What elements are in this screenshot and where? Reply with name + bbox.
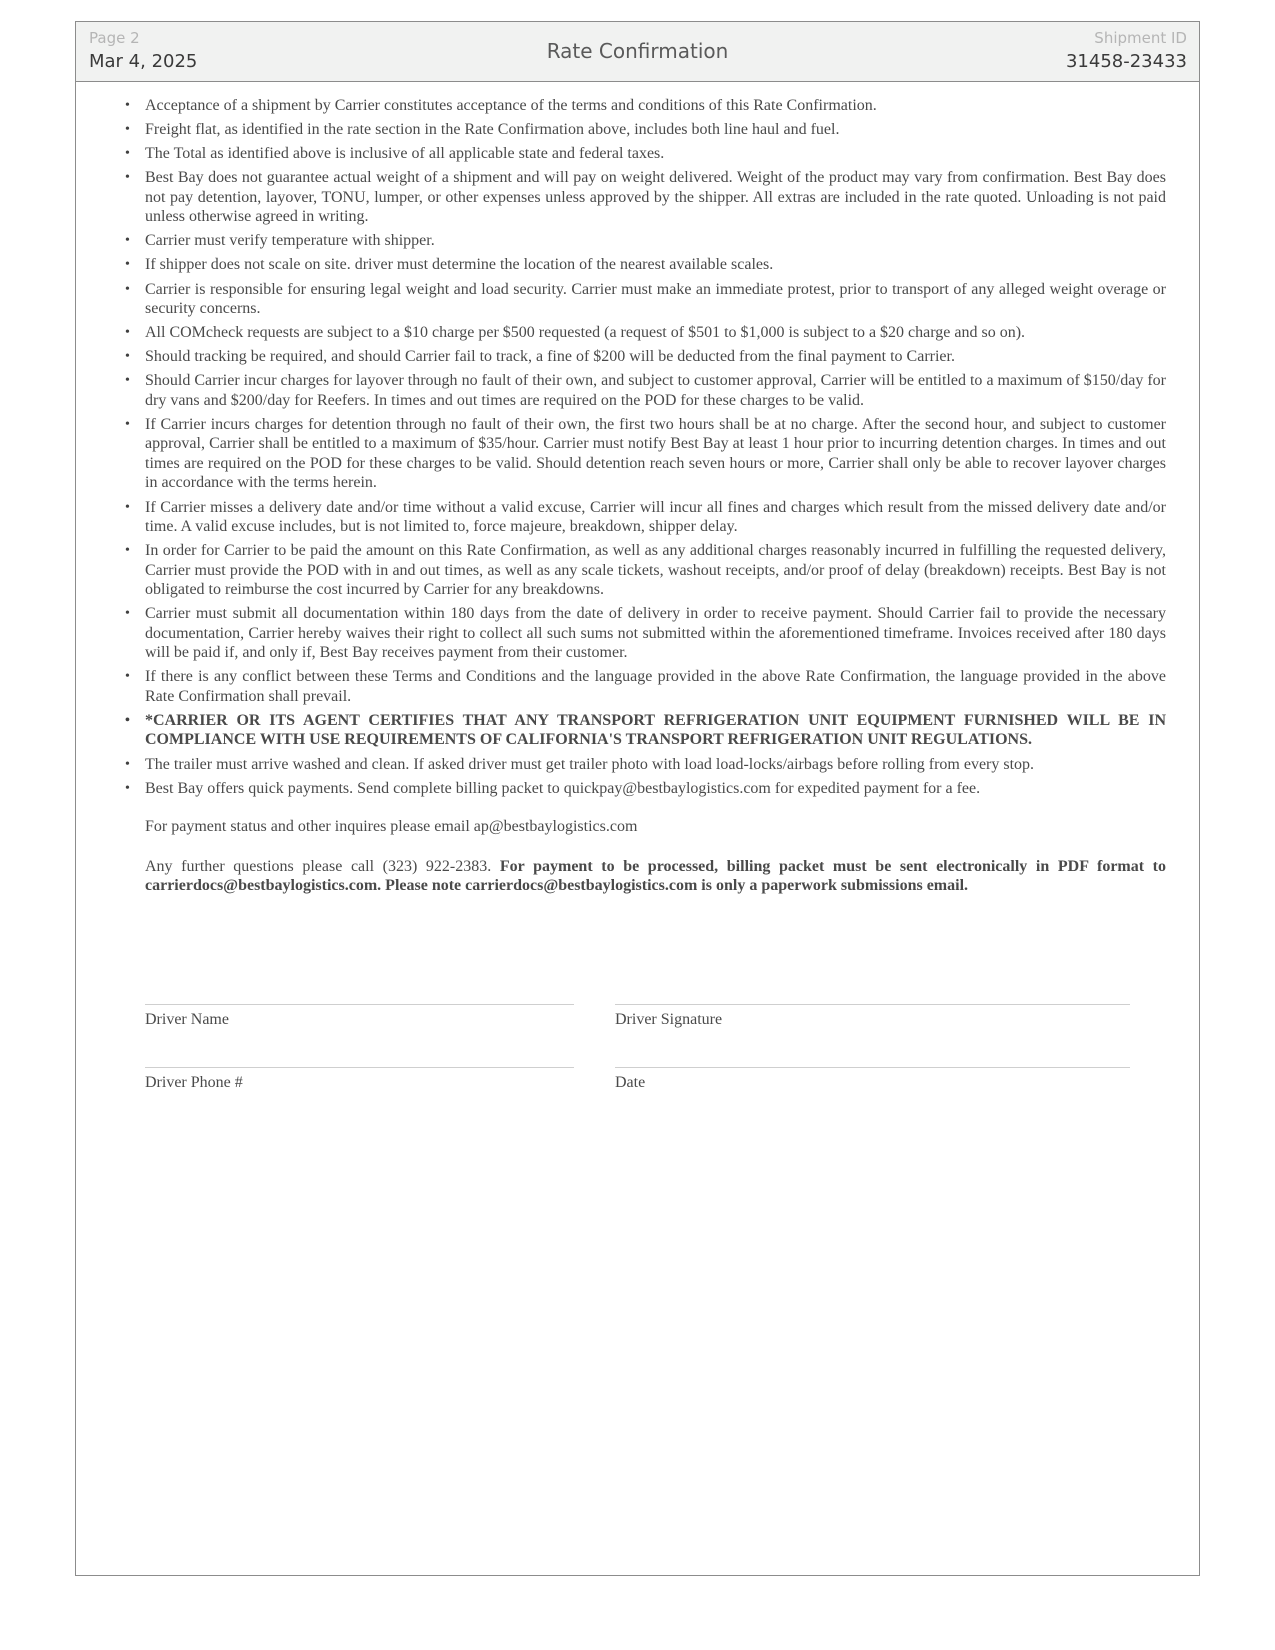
payment-status-note: For payment status and other inquires please email ap@bestbaylogistics.com — [145, 818, 638, 836]
term-item-tru-certification: • *CARRIER OR ITS AGENT CERTIFIES THAT ANY TRANSPORT REFRIGERATION UNIT EQUIPMENT FURNISHED WILL BE IN COMPLIANCE WITH USE REQUIREMENTS OF CALIFORNIA'S TRANSPORT REFRIGERATION UNIT REGULATIONS. — [125, 711, 1166, 749]
term-item: • Best Bay does not guarantee actual weight of a shipment and will pay on weight delivered. Weight of the product may vary from confirmation. Best Bay does not pay detention, layover, TONU, lumper, or other expenses unless approved by the shipper. All extras are included in the rate quoted. Unloading is not paid unless otherwise agreed in writing. — [125, 169, 1166, 226]
bullet-icon: • — [125, 257, 130, 273]
term-item: • If shipper does not scale on site. driver must determine the location of the nearest available scales. — [125, 256, 774, 274]
billing-packet-instructions: For payment to be processed, billing packet must be sent electronically in PDF format to carrierdocs@bestbaylogistics.com. Please note carrierdocs@bestbaylogistics.com is only a paperwork submissions email. — [145, 857, 1167, 895]
date-line[interactable] — [615, 1067, 1130, 1068]
driver-name-line[interactable] — [145, 1004, 574, 1005]
shipment-id-value: 31458-23433 — [1065, 51, 1187, 72]
bullet-icon: • — [125, 122, 130, 138]
driver-signature-label: Driver Signature — [615, 1011, 723, 1028]
term-item: • Acceptance of a shipment by Carrier constitutes acceptance of the terms and conditions of this Rate Confirmation. — [125, 97, 877, 114]
term-item: • All COMcheck requests are subject to a $10 charge per $500 requested (a request of $501 to $1,000 is subject to a $20 charge and so on). — [125, 324, 1026, 342]
driver-signature-line[interactable] — [615, 1004, 1130, 1005]
term-item: • Freight flat, as identified in the rate section in the Rate Confirmation above, includes both line haul and fuel. — [125, 121, 840, 139]
driver-name-label: Driver Name — [145, 1011, 229, 1028]
page-header — [76, 22, 1199, 82]
bullet-icon: • — [125, 373, 130, 389]
term-item: • Should Carrier incur charges for layover through no fault of their own, and subject to customer approval, Carrier will be entitled to a maximum of $150/day for dry vans and $200/day for Reefers. In times and out times are required on the POD for these charges to be valid. — [125, 372, 1166, 409]
questions-note — [145, 857, 1166, 896]
term-item: • If Carrier incurs charges for detention through no fault of their own, the first two hours shall be at no charge. After the second hour, and subject to customer approval, Carrier shall be entitled to a maximum of $35/hour. Carrier must notify Best Bay at least 1 hour prior to incurring detention charges. In times and out times are required on the POD for these charges to be valid. Should detention reach seven hours or more, Carrier shall only be able to recover layover charges in accordance with the terms herein. — [125, 415, 1166, 492]
term-item: • Carrier is responsible for ensuring legal weight and load security. Carrier must make an immediate protest, prior to transport of any alleged weight overage or security concerns. — [125, 280, 1166, 318]
date-label: Date — [615, 1074, 646, 1091]
term-item: • The Total as identified above is inclusive of all applicable state and federal taxes. — [125, 145, 665, 163]
bullet-icon: • — [125, 170, 130, 186]
bullet-icon: • — [125, 98, 130, 113]
document-title: Rate Confirmation — [546, 39, 729, 63]
driver-phone-label: Driver Phone # — [145, 1074, 243, 1091]
bullet-icon: • — [125, 233, 130, 249]
bullet-icon: • — [125, 669, 130, 685]
page-number-label: Page 2 — [89, 29, 140, 47]
term-item: • Best Bay offers quick payments. Send complete billing packet to quickpay@bestbaylogistics.com for expedited payment for a fee. — [125, 779, 981, 797]
bullet-icon: • — [125, 606, 130, 622]
bullet-icon: • — [125, 146, 130, 162]
bullet-icon: • — [125, 543, 130, 559]
bullet-icon: • — [125, 281, 130, 297]
shipment-id-label: Shipment ID — [1094, 29, 1187, 47]
terms-list — [125, 96, 1166, 798]
term-item: • Carrier must submit all documentation within 180 days from the date of delivery in order to receive payment. Should Carrier fail to provide the necessary documentation, Carrier hereby waives their right to collect all such sums not submitted within the aforementioned timeframe. Invoices received after 180 days will be paid if, and only if, Best Bay receives payment from their customer. — [125, 605, 1166, 662]
term-item: • If Carrier misses a delivery date and/or time without a valid excuse, Carrier will incur all fines and charges which result from the missed delivery date and/or time. A valid excuse includes, but is not limited to, force majeure, breakdown, shipper delay. — [125, 498, 1166, 536]
bullet-icon: • — [125, 416, 130, 432]
bullet-icon: • — [125, 712, 130, 728]
bullet-icon: • — [125, 325, 130, 341]
document-date: Mar 4, 2025 — [89, 51, 198, 72]
driver-phone-line[interactable] — [145, 1067, 574, 1068]
terms-content — [125, 96, 1167, 896]
bullet-icon: • — [125, 756, 130, 772]
term-item: • Should tracking be required, and should Carrier fail to track, a fine of $200 will be deducted from the final payment to Carrier. — [125, 348, 955, 366]
term-item: • In order for Carrier to be paid the amount on this Rate Confirmation, as well as any additional charges reasonably incurred in fulfilling the requested delivery, Carrier must provide the POD with in and out times, as well as any scale tickets, washout receipts, and/or proof of delay (breakdown) receipts. Best Bay is not obligated to reimburse the cost incurred by Carrier for any breakdowns. — [125, 542, 1166, 599]
term-item: • If there is any conflict between these Terms and Conditions and the language provided in the above Rate Confirmation, the language provided in the above Rate Confirmation shall prevail. — [125, 668, 1166, 705]
bullet-icon: • — [125, 499, 130, 515]
questions-text: Any further questions please call (323) 922-2383. — [145, 857, 492, 875]
term-item: • The trailer must arrive washed and clean. If asked driver must get trailer photo with load load-locks/airbags before rolling from every stop. — [125, 755, 1035, 773]
bullet-icon: • — [125, 349, 130, 365]
bullet-icon: • — [125, 780, 130, 796]
term-item: • Carrier must verify temperature with shipper. — [125, 232, 435, 250]
